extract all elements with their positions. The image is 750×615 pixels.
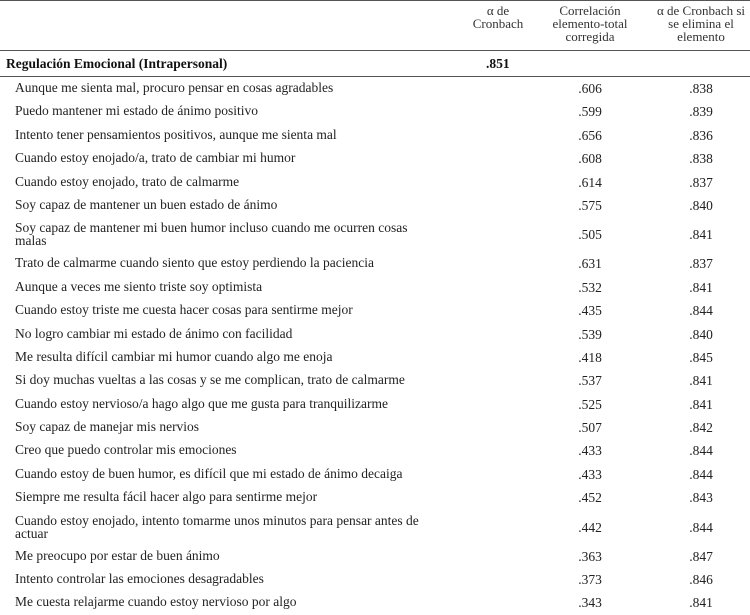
table-row <box>0 346 750 369</box>
item-text: Cuando estoy triste me cuesta hacer cosas para sentirme mejor <box>15 302 353 318</box>
item-text: Me resulta difícil cambiar mi humor cuando algo me enoja <box>15 348 333 364</box>
correlation-value: .433 <box>578 443 602 459</box>
alpha-if-deleted-value: .847 <box>689 548 713 564</box>
correlation-value: .532 <box>578 279 602 295</box>
table-row <box>0 369 750 392</box>
alpha-if-deleted-value: .841 <box>689 396 713 412</box>
table-row <box>0 299 750 322</box>
item-text: Soy capaz de mantener un buen estado de ánimo <box>15 196 278 212</box>
correlation-value: .656 <box>578 127 602 143</box>
correlation-value: .373 <box>578 572 602 588</box>
table-row <box>0 393 750 416</box>
alpha-if-deleted-value: .841 <box>689 373 713 389</box>
correlation-value: .418 <box>578 349 602 365</box>
item-text: Cuando estoy enojado, trato de calmarme <box>15 173 240 189</box>
alpha-if-deleted-value: .841 <box>689 595 713 611</box>
table-row <box>0 194 750 217</box>
table-body <box>0 77 750 615</box>
item-text: Cuando estoy de buen humor, es difícil que mi estado de ánimo decaiga <box>15 465 403 481</box>
alpha-if-deleted-value: .844 <box>689 443 713 459</box>
correlation-value: .537 <box>578 373 602 389</box>
table-row <box>0 545 750 568</box>
item-text: Me cuesta relajarme cuando estoy nervioso por algo <box>15 594 297 610</box>
alpha-if-deleted-value: .838 <box>689 151 713 167</box>
table-row <box>0 252 750 275</box>
item-text: Me preocupo por estar de buen ánimo <box>15 547 220 563</box>
correlation-value: .363 <box>578 548 602 564</box>
table-row <box>0 147 750 170</box>
item-text: No logro cambiar mi estado de ánimo con facilidad <box>15 325 293 341</box>
header-alpha: α de Cronbach <box>472 3 524 31</box>
header-alpha-if-deleted: α de Cronbach si se elimina el elemento <box>656 3 746 44</box>
table-row <box>0 323 750 346</box>
correlation-value: .507 <box>578 420 602 436</box>
correlation-value: .599 <box>578 104 602 120</box>
section-row <box>0 51 750 77</box>
correlation-value: .435 <box>578 303 602 319</box>
correlation-value: .433 <box>578 466 602 482</box>
correlation-value: .539 <box>578 326 602 342</box>
item-text: Trato de calmarme cuando siento que estoy perdiendo la paciencia <box>15 255 374 271</box>
table-row <box>0 486 750 509</box>
alpha-if-deleted-value: .841 <box>689 227 713 243</box>
section-label: Regulación Emocional (Intrapersonal) <box>6 56 228 71</box>
table-row <box>0 276 750 299</box>
alpha-if-deleted-value: .842 <box>689 420 713 436</box>
table-row <box>0 171 750 194</box>
correlation-value: .452 <box>578 490 602 506</box>
item-text: Puedo mantener mi estado de ánimo positivo <box>15 103 258 119</box>
alpha-if-deleted-value: .841 <box>689 279 713 295</box>
item-text: Soy capaz de mantener mi buen humor incluso cuando me ocurren cosas malas <box>15 220 408 249</box>
correlation-value: .575 <box>578 197 602 213</box>
alpha-if-deleted-value: .837 <box>689 174 713 190</box>
table-row <box>0 439 750 462</box>
item-text: Aunque a veces me siento triste soy optimista <box>15 278 263 294</box>
header-correlation: Correlación elemento-total corregida <box>552 3 628 44</box>
alpha-if-deleted-value: .837 <box>689 256 713 272</box>
table-row <box>0 510 750 545</box>
table-row <box>0 217 750 252</box>
alpha-if-deleted-value: .844 <box>689 466 713 482</box>
correlation-value: .343 <box>578 595 602 611</box>
item-text: Aunque me sienta mal, procuro pensar en cosas agradables <box>15 80 334 95</box>
item-text: Si doy muchas vueltas a las cosas y se me complican, trato de calmarme <box>15 372 405 388</box>
table-row <box>0 568 750 591</box>
item-text: Cuando estoy enojado, intento tomarme unos minutos para pensar antes de actuar <box>15 512 419 541</box>
correlation-value: .631 <box>578 256 602 272</box>
alpha-if-deleted-value: .844 <box>689 303 713 319</box>
alpha-if-deleted-value: .840 <box>689 326 713 342</box>
item-text: Intento tener pensamientos positivos, aunque me sienta mal <box>15 126 337 142</box>
table-row <box>0 100 750 123</box>
alpha-if-deleted-value: .846 <box>689 572 713 588</box>
correlation-value: .442 <box>578 519 602 535</box>
correlation-value: .525 <box>578 396 602 412</box>
table-row <box>0 591 750 614</box>
table-row <box>0 416 750 439</box>
item-text: Cuando estoy nervioso/a hago algo que me gusta para tranquilizarme <box>15 395 389 411</box>
item-text: Siempre me resulta fácil hacer algo para sentirme mejor <box>15 489 318 505</box>
correlation-value: .614 <box>578 174 602 190</box>
correlation-value: .606 <box>578 81 602 96</box>
item-text: Intento controlar las emociones desagradables <box>15 571 264 587</box>
alpha-if-deleted-value: .840 <box>689 197 713 213</box>
alpha-if-deleted-value: .845 <box>689 349 713 365</box>
alpha-if-deleted-value: .838 <box>689 81 713 96</box>
table-header <box>0 0 750 51</box>
alpha-if-deleted-value: .836 <box>689 127 713 143</box>
correlation-value: .608 <box>578 151 602 167</box>
item-text: Soy capaz de manejar mis nervios <box>15 419 200 435</box>
alpha-if-deleted-value: .844 <box>689 519 713 535</box>
section-alpha: .851 <box>486 56 510 71</box>
correlation-value: .505 <box>578 227 602 243</box>
item-text: Cuando estoy enojado/a, trato de cambiar mi humor <box>15 150 296 166</box>
alpha-if-deleted-value: .843 <box>689 490 713 506</box>
item-text: Creo que puedo controlar mis emociones <box>15 442 237 458</box>
table-row <box>0 77 750 100</box>
table-row <box>0 124 750 147</box>
alpha-if-deleted-value: .839 <box>689 104 713 120</box>
table-row <box>0 463 750 486</box>
